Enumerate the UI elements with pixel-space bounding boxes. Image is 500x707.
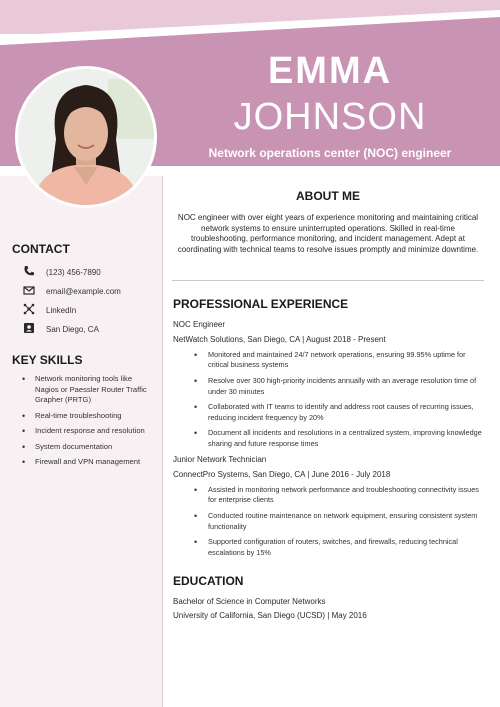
key-skills-heading: KEY SKILLS [12,353,83,367]
skill-item: • Network monitoring tools like Nagios or Paessler Router Traffic Grapher (PRTG) [20,374,155,406]
skill-item: • Real-time troubleshooting [20,411,155,422]
skill-item: • Firewall and VPN management [20,457,155,468]
job-company: NetWatch Solutions, San Diego, CA | August 2018 - Present [173,335,386,344]
job-bullet: • Monitored and maintained 24/7 network operations, ensuring 99.95% uptime for critical business systems [193,350,485,371]
first-name: EMMA [267,50,393,92]
skill-item: • Incident response and resolution [20,426,155,437]
skills-list [20,374,155,473]
job-bullet: • Supported configuration of routers, switches, and firewalls, reducing technical escalations by 15% [193,537,485,558]
job-title: Network operations center (NOC) engineer [208,146,452,160]
phone-text: (123) 456-7890 [46,268,101,277]
profile-photo [15,66,157,208]
envelope-icon [20,284,38,299]
skill-item: • System documentation [20,442,155,453]
job-bullet: • Conducted routine maintenance on network equipment, ensuring consistent system functionality [193,511,485,532]
column-divider [162,176,163,707]
contact-phone [20,265,101,280]
phone-icon [20,265,38,280]
email-text[interactable]: email@example.com [46,287,121,296]
experience-heading: PROFESSIONAL EXPERIENCE [173,297,349,311]
network-icon [20,303,38,318]
job-bullet: • Assisted in monitoring network performance and troubleshooting connectivity issues for enterprise clients [193,485,485,506]
job-bullet: • Document all incidents and resolutions in a centralized system, improving knowledge sharing and future response times [193,428,485,449]
id-card-icon [20,322,38,337]
education-heading: EDUCATION [173,574,244,588]
linkedin-text[interactable]: LinkedIn [46,306,77,315]
contact-heading: CONTACT [12,242,70,256]
about-text: NOC engineer with over eight years of experience monitoring and maintaining critical network systems to ensure uninterrupted operations. Skilled in real-time troubleshooting, performance monitoring, and incident management. Adept at coordinating with technical teams to resolve issues promptly and minimize downtime. [177,213,479,255]
contact-linkedin[interactable] [20,303,76,318]
location-text: San Diego, CA [46,325,99,334]
job-bullets [193,350,485,454]
job-bullet: • Collaborated with IT teams to identify and address root causes of recurring issues, reducing incident frequency by 20% [193,402,485,423]
contact-email[interactable] [20,284,121,299]
education-degree: Bachelor of Science in Computer Networks [173,597,326,606]
job-role: Junior Network Technician [173,455,267,464]
contact-location [20,322,99,337]
last-name: JOHNSON [233,96,427,138]
job-company: ConnectPro Systems, San Diego, CA | June 2016 - July 2018 [173,470,391,479]
section-divider [172,280,484,281]
education-school: University of California, San Diego (UCSD) | May 2016 [173,611,367,620]
job-role: NOC Engineer [173,320,226,329]
job-bullet: • Resolve over 300 high-priority incidents annually with an average resolution time of under 30 minutes [193,376,485,397]
job-bullets [193,485,485,563]
about-heading: ABOUT ME [296,189,360,203]
